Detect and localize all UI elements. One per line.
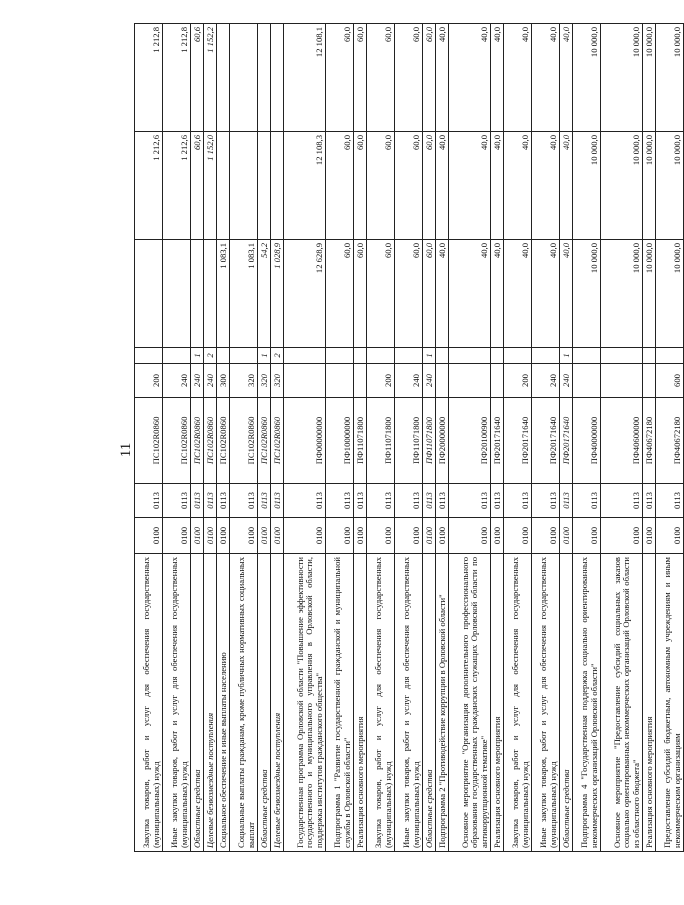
amount-year-3: 40,0	[504, 24, 532, 132]
table-row	[573, 24, 601, 852]
row-name: Социальное обеспечение и иные выплаты населению	[217, 554, 230, 852]
amount-year-3: 10 000,0	[601, 24, 643, 132]
table-row	[491, 24, 504, 852]
section-code: 0100	[491, 518, 504, 554]
subsection-code: 0113	[601, 484, 643, 518]
rotated-page-content	[134, 24, 682, 852]
amount-year-2: 1 152,0	[204, 132, 217, 240]
amount-year-2: 40,0	[491, 132, 504, 240]
expense-type-code	[643, 364, 656, 398]
subsection-code: 0113	[532, 484, 560, 518]
amount-year-3: 1 212,8	[135, 24, 163, 132]
section-code: 0100	[230, 518, 258, 554]
expense-type-code	[284, 364, 326, 398]
expense-type-code: 300	[217, 364, 230, 398]
expense-type-code: 240	[204, 364, 217, 398]
subsection-code: 0113	[656, 484, 684, 518]
amount-year-1: 40,0	[436, 240, 449, 348]
funding-source-code: 2	[204, 348, 217, 364]
target-article-code: ПФ40672180	[643, 398, 656, 484]
section-code: 0100	[258, 518, 271, 554]
target-article-code: ПФ40672180	[656, 398, 684, 484]
subsection-code: 0113	[135, 484, 163, 518]
table-row	[423, 24, 436, 852]
funding-source-code	[395, 348, 423, 364]
amount-year-3: 40,0	[560, 24, 573, 132]
table-body	[135, 24, 684, 852]
amount-year-3: 60,0	[354, 24, 367, 132]
subsection-code: 0113	[326, 484, 354, 518]
row-name: Целевые безвозмездные поступления	[271, 554, 284, 852]
subsection-code: 0113	[643, 484, 656, 518]
subsection-code: 0113	[163, 484, 191, 518]
section-code: 0100	[601, 518, 643, 554]
amount-year-3: 40,0	[436, 24, 449, 132]
amount-year-1: 60,0	[395, 240, 423, 348]
amount-year-1	[163, 240, 191, 348]
amount-year-2: 1 212,6	[135, 132, 163, 240]
target-article-code: ПС102R0860	[191, 398, 204, 484]
section-code: 0100	[217, 518, 230, 554]
amount-year-2: 60,0	[326, 132, 354, 240]
amount-year-3: 60,6	[191, 24, 204, 132]
section-code: 0100	[367, 518, 395, 554]
row-name: Основное мероприятие "Предоставление субсидий социальных заказов социально ориентированных некоммерческих организаций Орловской области из областного бюджета"	[601, 554, 643, 852]
subsection-code: 0113	[271, 484, 284, 518]
subsection-code: 0113	[560, 484, 573, 518]
target-article-code: ПФ11071800	[395, 398, 423, 484]
table-row	[258, 24, 271, 852]
funding-source-code	[504, 348, 532, 364]
amount-year-3: 10 000,0	[643, 24, 656, 132]
target-article-code: ПФ20171640	[504, 398, 532, 484]
subsection-code: 0113	[395, 484, 423, 518]
table-row	[560, 24, 573, 852]
amount-year-3: 40,0	[491, 24, 504, 132]
amount-year-2: 40,0	[532, 132, 560, 240]
subsection-code: 0113	[491, 484, 504, 518]
amount-year-2: 60,0	[354, 132, 367, 240]
amount-year-3: 10 000,0	[573, 24, 601, 132]
amount-year-2: 60,0	[423, 132, 436, 240]
row-name: Закупка товаров, работ и услуг для обеспечения государственных (муниципальных) нужд	[135, 554, 163, 852]
expense-type-code: 240	[395, 364, 423, 398]
amount-year-1: 1 083,1	[230, 240, 258, 348]
table-row	[204, 24, 217, 852]
amount-year-3	[217, 24, 230, 132]
funding-source-code	[491, 348, 504, 364]
expense-type-code: 200	[504, 364, 532, 398]
row-name: Областные средства	[560, 554, 573, 852]
amount-year-1	[204, 240, 217, 348]
amount-year-2	[258, 132, 271, 240]
amount-year-1: 60,0	[354, 240, 367, 348]
subsection-code: 0113	[423, 484, 436, 518]
expense-type-code: 200	[367, 364, 395, 398]
funding-source-code: 1	[191, 348, 204, 364]
expense-type-code	[449, 364, 491, 398]
expense-type-code: 240	[423, 364, 436, 398]
target-article-code: ПФ20100900	[449, 398, 491, 484]
row-name: Целевые безвозмездные поступления	[204, 554, 217, 852]
section-code: 0100	[163, 518, 191, 554]
funding-source-code	[217, 348, 230, 364]
amount-year-2: 10 000,0	[573, 132, 601, 240]
section-code: 0100	[135, 518, 163, 554]
table-row	[135, 24, 163, 852]
section-code: 0100	[423, 518, 436, 554]
row-name: Иные закупки товаров, работ и услуг для обеспечения государственных (муниципальных) нужд	[163, 554, 191, 852]
expense-type-code	[491, 364, 504, 398]
funding-source-code: 1	[560, 348, 573, 364]
section-code: 0100	[395, 518, 423, 554]
expense-type-code: 320	[230, 364, 258, 398]
subsection-code: 0113	[191, 484, 204, 518]
table-row	[643, 24, 656, 852]
section-code: 0100	[436, 518, 449, 554]
funding-source-code	[163, 348, 191, 364]
table-row	[395, 24, 423, 852]
target-article-code: ПС102R0860	[271, 398, 284, 484]
amount-year-3: 1 212,8	[163, 24, 191, 132]
target-article-code: ПФ11071800	[367, 398, 395, 484]
table-row	[217, 24, 230, 852]
amount-year-1: 60,0	[367, 240, 395, 348]
subsection-code: 0113	[258, 484, 271, 518]
amount-year-1: 40,0	[532, 240, 560, 348]
target-article-code: ПФ20171640	[560, 398, 573, 484]
amount-year-3: 60,0	[326, 24, 354, 132]
amount-year-2: 60,0	[367, 132, 395, 240]
table-row	[656, 24, 684, 852]
amount-year-3	[271, 24, 284, 132]
row-name: Иные закупки товаров, работ и услуг для обеспечения государственных (муниципальных) нужд	[395, 554, 423, 852]
row-name: Областные средства	[191, 554, 204, 852]
amount-year-1: 60,0	[423, 240, 436, 348]
row-name: Основное мероприятие "Организация дополнительного профессионального образования государственных гражданских служащих Орловской области по антикоррупционной тематике"	[449, 554, 491, 852]
amount-year-1: 10 000,0	[656, 240, 684, 348]
expense-type-code: 240	[163, 364, 191, 398]
subsection-code: 0113	[504, 484, 532, 518]
section-code: 0100	[191, 518, 204, 554]
budget-table	[134, 23, 684, 852]
target-article-code: ПФ10000000	[326, 398, 354, 484]
amount-year-1: 10 000,0	[601, 240, 643, 348]
expense-type-code: 240	[191, 364, 204, 398]
amount-year-2: 40,0	[449, 132, 491, 240]
amount-year-2: 12 108,3	[284, 132, 326, 240]
amount-year-2: 1 212,6	[163, 132, 191, 240]
amount-year-2: 10 000,0	[601, 132, 643, 240]
row-name: Закупка товаров, работ и услуг для обеспечения государственных (муниципальных) нужд	[367, 554, 395, 852]
table-row	[354, 24, 367, 852]
table-row	[532, 24, 560, 852]
target-article-code: ПФ20171640	[532, 398, 560, 484]
target-article-code: ПС102R0860	[135, 398, 163, 484]
funding-source-code	[532, 348, 560, 364]
target-article-code: ПС102R0860	[217, 398, 230, 484]
expense-type-code: 240	[560, 364, 573, 398]
amount-year-3: 40,0	[449, 24, 491, 132]
funding-source-code: 2	[271, 348, 284, 364]
amount-year-2: 40,0	[436, 132, 449, 240]
section-code: 0100	[643, 518, 656, 554]
table-row	[284, 24, 326, 852]
row-name: Областные средства	[423, 554, 436, 852]
amount-year-3: 60,0	[423, 24, 436, 132]
amount-year-2: 60,0	[395, 132, 423, 240]
expense-type-code	[436, 364, 449, 398]
amount-year-2: 40,0	[560, 132, 573, 240]
row-name: Иные закупки товаров, работ и услуг для обеспечения государственных (муниципальных) нужд	[532, 554, 560, 852]
table-row	[436, 24, 449, 852]
amount-year-1: 40,0	[560, 240, 573, 348]
subsection-code: 0113	[449, 484, 491, 518]
subsection-code: 0113	[204, 484, 217, 518]
target-article-code: ПФ11071800	[354, 398, 367, 484]
row-name: Подпрограмма 2 "Противодействие коррупции в Орловской области"	[436, 554, 449, 852]
target-article-code: ПС102R0860	[204, 398, 217, 484]
amount-year-1: 40,0	[504, 240, 532, 348]
amount-year-3: 60,0	[395, 24, 423, 132]
amount-year-3: 60,0	[367, 24, 395, 132]
amount-year-1: 10 000,0	[573, 240, 601, 348]
subsection-code: 0113	[367, 484, 395, 518]
section-code: 0100	[449, 518, 491, 554]
target-article-code: ПС102R0860	[258, 398, 271, 484]
amount-year-2	[217, 132, 230, 240]
amount-year-2	[271, 132, 284, 240]
funding-source-code	[326, 348, 354, 364]
amount-year-1: 1 083,1	[217, 240, 230, 348]
amount-year-1: 12 628,9	[284, 240, 326, 348]
row-name: Государственная программа Орловской области "Повышение эффективности государственного и муниципального управления в Орловской области, поддержка институтов гражданского общества"	[284, 554, 326, 852]
page-number: 11	[117, 442, 134, 458]
section-code: 0100	[532, 518, 560, 554]
amount-year-3	[230, 24, 258, 132]
section-code: 0100	[573, 518, 601, 554]
row-name: Областные средства	[258, 554, 271, 852]
subsection-code: 0113	[284, 484, 326, 518]
section-code: 0100	[560, 518, 573, 554]
section-code: 0100	[326, 518, 354, 554]
row-name: Подпрограмма 1 "Развитие государственной гражданской и муниципальной службы в Орловской области"	[326, 554, 354, 852]
funding-source-code	[284, 348, 326, 364]
section-code: 0100	[204, 518, 217, 554]
expense-type-code	[601, 364, 643, 398]
amount-year-3: 1 152,2	[204, 24, 217, 132]
funding-source-code	[436, 348, 449, 364]
target-article-code: ПФ20000000	[436, 398, 449, 484]
funding-source-code	[135, 348, 163, 364]
target-article-code: ПС102R0860	[230, 398, 258, 484]
target-article-code: ПФ11071800	[423, 398, 436, 484]
amount-year-2: 40,0	[504, 132, 532, 240]
expense-type-code: 200	[135, 364, 163, 398]
row-name: Реализация основного мероприятия	[491, 554, 504, 852]
funding-source-code	[656, 348, 684, 364]
amount-year-2: 10 000,0	[656, 132, 684, 240]
table-row	[601, 24, 643, 852]
table-row	[326, 24, 354, 852]
funding-source-code	[643, 348, 656, 364]
subsection-code: 0113	[436, 484, 449, 518]
amount-year-1: 40,0	[449, 240, 491, 348]
funding-source-code	[601, 348, 643, 364]
expense-type-code	[573, 364, 601, 398]
row-name: Реализация основного мероприятия	[643, 554, 656, 852]
table-row	[191, 24, 204, 852]
table-row	[163, 24, 191, 852]
amount-year-1	[135, 240, 163, 348]
target-article-code: ПС102R0860	[163, 398, 191, 484]
funding-source-code	[354, 348, 367, 364]
section-code: 0100	[354, 518, 367, 554]
funding-source-code	[573, 348, 601, 364]
amount-year-2	[230, 132, 258, 240]
amount-year-2: 60,6	[191, 132, 204, 240]
amount-year-3: 12 108,1	[284, 24, 326, 132]
expense-type-code: 600	[656, 364, 684, 398]
subsection-code: 0113	[230, 484, 258, 518]
section-code: 0100	[271, 518, 284, 554]
subsection-code: 0113	[354, 484, 367, 518]
expense-type-code: 240	[532, 364, 560, 398]
target-article-code: ПФ20171640	[491, 398, 504, 484]
subsection-code: 0113	[573, 484, 601, 518]
target-article-code: ПФ40000000	[573, 398, 601, 484]
amount-year-2: 10 000,0	[643, 132, 656, 240]
table-row	[504, 24, 532, 852]
row-name: Предоставление субсидий бюджетным, автономным учреждениям и иным некоммерческим организациям	[656, 554, 684, 852]
table-row	[367, 24, 395, 852]
expense-type-code	[354, 364, 367, 398]
funding-source-code	[449, 348, 491, 364]
funding-source-code	[230, 348, 258, 364]
section-code: 0100	[284, 518, 326, 554]
subsection-code: 0113	[217, 484, 230, 518]
section-code: 0100	[656, 518, 684, 554]
table-row	[271, 24, 284, 852]
row-name: Социальные выплаты гражданам, кроме публичных нормативных социальных выплат	[230, 554, 258, 852]
funding-source-code	[367, 348, 395, 364]
amount-year-1: 1 028,9	[271, 240, 284, 348]
funding-source-code: 1	[258, 348, 271, 364]
row-name: Реализация основного мероприятия	[354, 554, 367, 852]
amount-year-3: 40,0	[532, 24, 560, 132]
funding-source-code: 1	[423, 348, 436, 364]
section-code: 0100	[504, 518, 532, 554]
amount-year-1: 40,0	[491, 240, 504, 348]
amount-year-1: 60,0	[326, 240, 354, 348]
expense-type-code	[326, 364, 354, 398]
amount-year-1: 54,2	[258, 240, 271, 348]
expense-type-code: 320	[271, 364, 284, 398]
amount-year-1: 10 000,0	[643, 240, 656, 348]
target-article-code: ПФ00000000	[284, 398, 326, 484]
amount-year-3	[258, 24, 271, 132]
table-row	[230, 24, 258, 852]
row-name: Подпрограмма 4 "Государственная поддержка социально ориентированных некоммерческих организаций Орловской области"	[573, 554, 601, 852]
amount-year-1	[191, 240, 204, 348]
amount-year-3: 10 000,0	[656, 24, 684, 132]
expense-type-code: 320	[258, 364, 271, 398]
target-article-code: ПФ40600000	[601, 398, 643, 484]
table-row	[449, 24, 491, 852]
row-name: Закупка товаров, работ и услуг для обеспечения государственных (муниципальных) нужд	[504, 554, 532, 852]
